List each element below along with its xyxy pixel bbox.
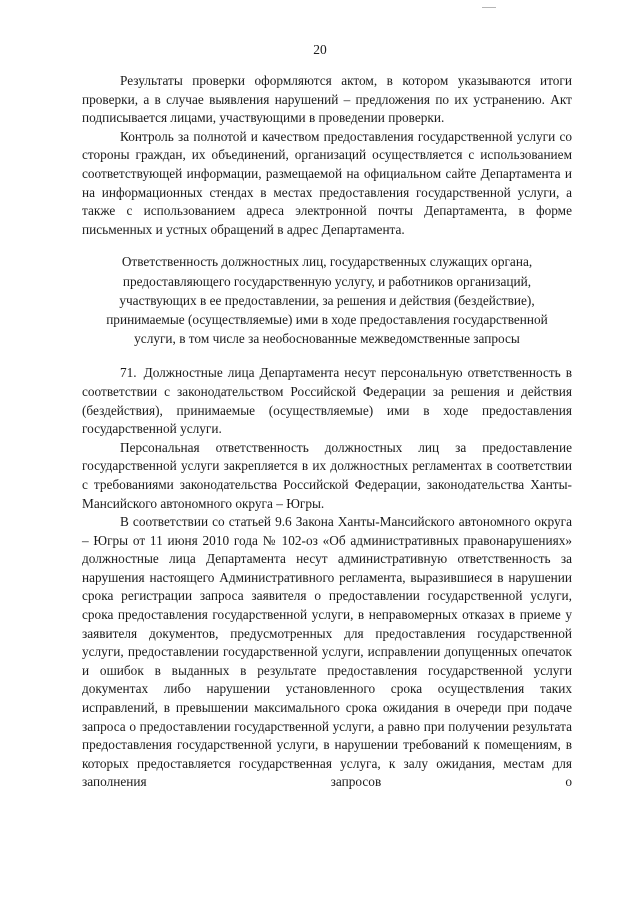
- paragraph-inspection-act: Результаты проверки оформляются актом, в котором указываются итоги проверки, а в случае выявления нарушений – предложения по их устранению. Акт подписывается лицами, участвующими в проведении проверки.: [82, 73, 572, 126]
- scan-mark: [482, 7, 496, 8]
- page-number: 20: [313, 42, 327, 57]
- paragraph-71-text: Должностные лица Департамента несут персональную ответственность в соответствии с законодательством Российской Федерации за решения и действия (бездействия), принимаемые (осуществляемые) ими в ходе предоставления государственной услуги.: [82, 365, 573, 437]
- paragraph-administrative-responsibility: В соответствии со статьей 9.6 Закона Ханты-Мансийского автономного округа – Югры от 11 июня 2010 года № 102-оз «Об административных правонарушениях» должностные лица Департамента несут административную ответственность за нарушения настоящего Административного регламента, выразившиеся в нарушении срока регистрации запроса заявителя о предоставлении государственной услуги, срока предоставления государственной услуги, в неправомерных отказах в приеме у заявителя документов, предусмотренных для предоставления государственной услуги, предоставлении государственной услуги, исправлении допущенных опечаток и ошибок в выданных в результате предоставления государственной услуги документах либо нарушении установленного срока осуществления таких исправлений, в превышении максимального срока ожидания в очереди при подаче запроса о предоставлении государственной услуги, а равно при получении результата предоставления государственной услуги, в нарушении требований к помещениям, в которых предоставляется государственная услуга, к залу ожидания, местам для заполнения запросов о: [82, 514, 572, 790]
- paragraph-personal-responsibility: Персональная ответственность должностных лиц за предоставление государственной услуги закрепляется в их должностных регламентах в соответствии с требованиями законодательства Российской Федерации, законодательства Ханты-Мансийского автономного округа – Югры.: [82, 439, 572, 511]
- paragraph-citizen-control: Контроль за полнотой и качеством предоставления государственной услуги со стороны граждан, их объединений, организаций осуществляется с использованием соответствующей информации, размещаемой на официальном сайте Департамента и на информационных стендах в местах предоставления государственной услуги, а также с использованием адреса электронной почты Департамента, в форме письменных и устных обращений в адрес Департамента.: [82, 128, 572, 237]
- paragraph-71: [82, 364, 572, 438]
- paragraph-number: 71.: [120, 365, 137, 381]
- section-heading: Ответственность должностных лиц, государственных служащих органа, предоставляющего государственную услугу, и работников организаций, участвующих в ее предоставлении, за решения и действия (бездействие), принимаемые (осуществляемые) ими в ходе предоставления государственной услуги, в том числе за необоснованные межведомственные запросы: [106, 254, 548, 347]
- document-body: [82, 72, 572, 792]
